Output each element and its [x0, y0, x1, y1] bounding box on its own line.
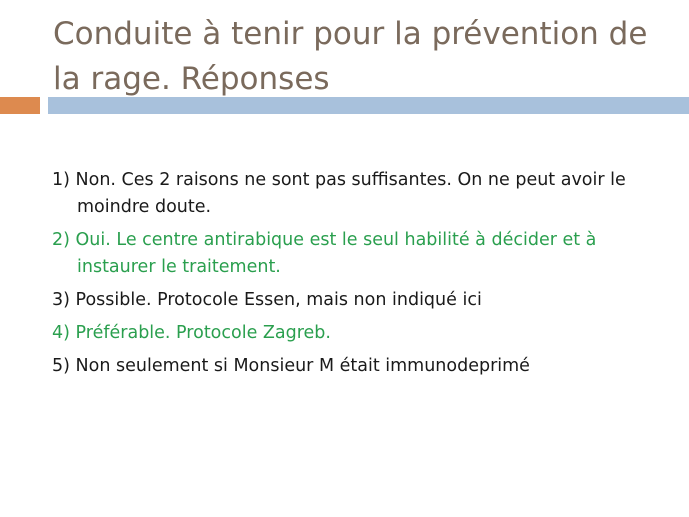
answer-item-2: 2) Oui. Le centre antirabique est le seul habilité à décider et à instaurer le traitement.: [52, 230, 597, 277]
answer-list: [52, 167, 652, 386]
title-underline-bar: [48, 97, 689, 114]
slide-title: Conduite à tenir pour la prévention de la rage. Réponses: [53, 16, 648, 97]
answer-item-5: 5) Non seulement si Monsieur M était immunodeprimé: [52, 356, 530, 376]
answer-item-4: 4) Préférable. Protocole Zagreb.: [52, 323, 331, 343]
answer-item-1: 1) Non. Ces 2 raisons ne sont pas suffisantes. On ne peut avoir le moindre doute.: [52, 170, 626, 217]
title-accent-bar: [0, 97, 40, 114]
answer-item-3: 3) Possible. Protocole Essen, mais non indiqué ici: [52, 290, 482, 310]
